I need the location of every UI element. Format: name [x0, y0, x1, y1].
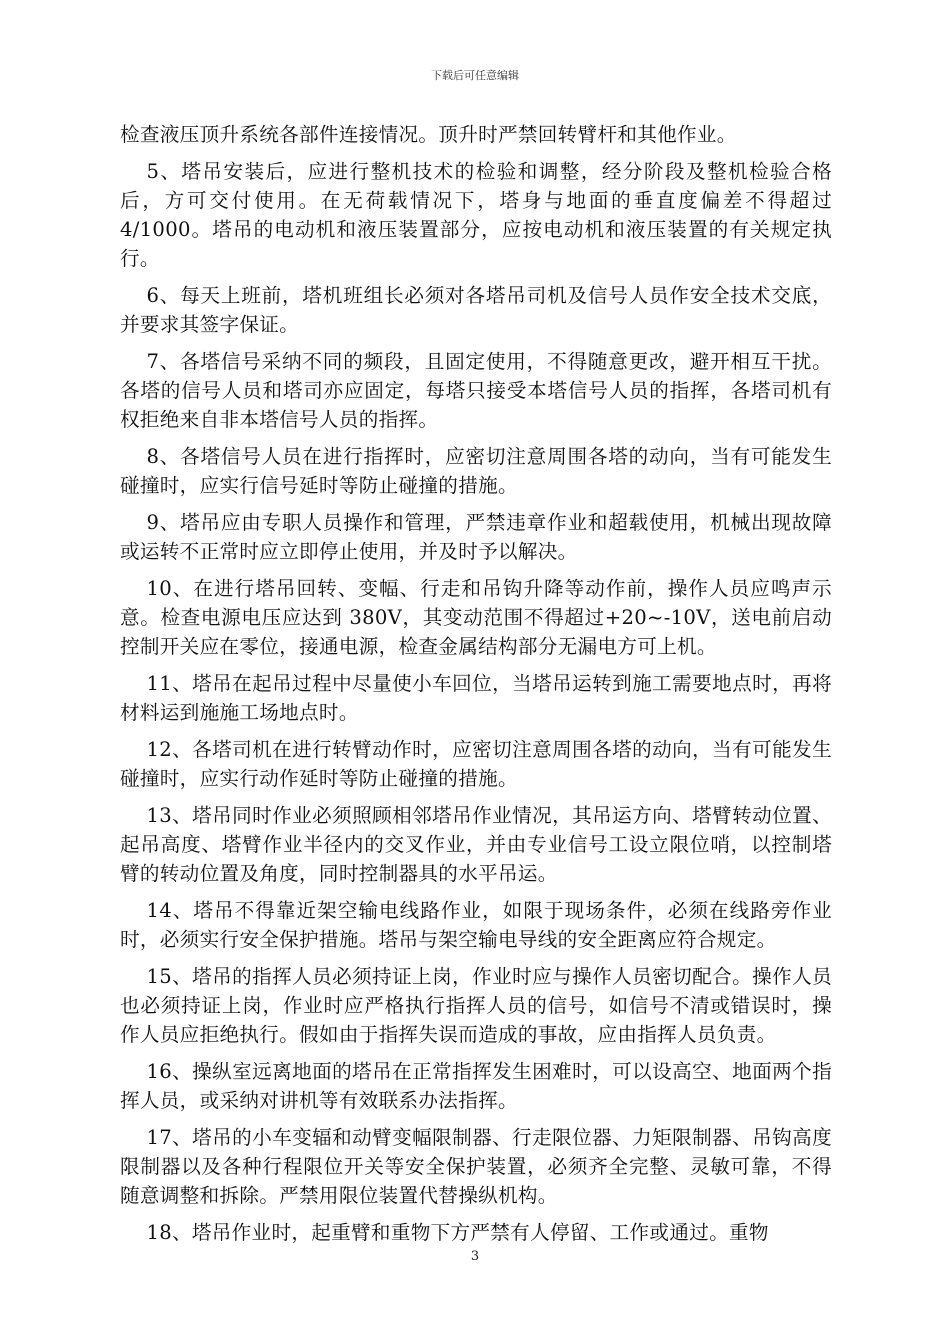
paragraph-item-9: 9、塔吊应由专职人员操作和管理，严禁违章作业和超载使用，机械出现故障或运转不正常时应立即停止使用，并及时予以解决。	[120, 511, 832, 563]
paragraph-item-5: 5、塔吊安装后，应进行整机技术的检验和调整，经分阶段及整机检验合格后，方可交付使用。在无荷载情况下，塔身与地面的垂直度偏差不得超过 4/1000。塔吊的电动机和液压装置部分，应按电动机和液压装置的有关规定执行。	[120, 160, 832, 270]
page-number: 3	[470, 1249, 480, 1264]
page-header: 下载后可任意编辑	[431, 69, 519, 82]
paragraph-item-11: 11、塔吊在起吊过程中尽量使小车回位，当塔吊运转到施工需要地点时，再将材料运到施施工场地点时。	[120, 672, 832, 724]
paragraph-item-16: 16、操纵室远离地面的塔吊在正常指挥发生困难时，可以设高空、地面两个指挥人员，或采纳对讲机等有效联系办法指挥。	[120, 1060, 832, 1112]
paragraph-item-18: 18、塔吊作业时，起重臂和重物下方严禁有人停留、工作或通过。重物	[146, 1221, 769, 1244]
paragraph-item-7: 7、各塔信号采纳不同的频段，且固定使用，不得随意更改，避开相互干扰。各塔的信号人员和塔司亦应固定，每塔只接受本塔信号人员的指挥，各塔司机有权拒绝来自非本塔信号人员的指挥。	[120, 350, 832, 431]
paragraph-item-17: 17、塔吊的小车变辐和动臂变幅限制器、行走限位器、力矩限制器、吊钩高度限制器以及各种行程限位开关等安全保护装置，必须齐全完整、灵敏可靠，不得随意调整和拆除。严禁用限位装置代替操纵机构。	[120, 1126, 832, 1207]
paragraph-item-14: 14、塔吊不得靠近架空输电线路作业，如限于现场条件，必须在线路旁作业时，必须实行安全保护措施。塔吊与架空输电导线的安全距离应符合规定。	[120, 899, 832, 951]
paragraph-item-13: 13、塔吊同时作业必须照顾相邻塔吊作业情况，其吊运方向、塔臂转动位置、起吊高度、塔臂作业半径内的交叉作业，并由专业信号工设立限位哨，以控制塔臂的转动位置及角度，同时控制器具的水平吊运。	[120, 804, 832, 885]
paragraph-item-8: 8、各塔信号人员在进行指挥时，应密切注意周围各塔的动向，当有可能发生碰撞时，应实行信号延时等防止碰撞的措施。	[120, 445, 832, 497]
paragraph-item-6: 6、每天上班前，塔机班组长必须对各塔吊司机及信号人员作安全技术交底，并要求其签字保证。	[120, 284, 832, 336]
paragraph-item-12: 12、各塔司机在进行转臂动作时，应密切注意周围各塔的动向，当有可能发生碰撞时，应实行动作延时等防止碰撞的措施。	[120, 738, 832, 790]
document-body	[120, 120, 832, 1255]
paragraph-item-10: 10、在进行塔吊回转、变幅、行走和吊钩升降等动作前，操作人员应鸣声示意。检查电源电压应达到 380V，其变动范围不得超过+20~-10V，送电前启动控制开关应在零位，接通电源，检查金属结构部分无漏电方可上机。	[120, 577, 832, 658]
paragraph-continued: 检查液压顶升系统各部件连接情况。顶升时严禁回转臂杆和其他作业。	[120, 123, 737, 146]
paragraph-item-15: 15、塔吊的指挥人员必须持证上岗，作业时应与操作人员密切配合。操作人员也必须持证上岗，作业时应严格执行指挥人员的信号，如信号不清或错误时，操作人员应拒绝执行。假如由于指挥失误而造成的事故，应由指挥人员负责。	[120, 965, 832, 1046]
